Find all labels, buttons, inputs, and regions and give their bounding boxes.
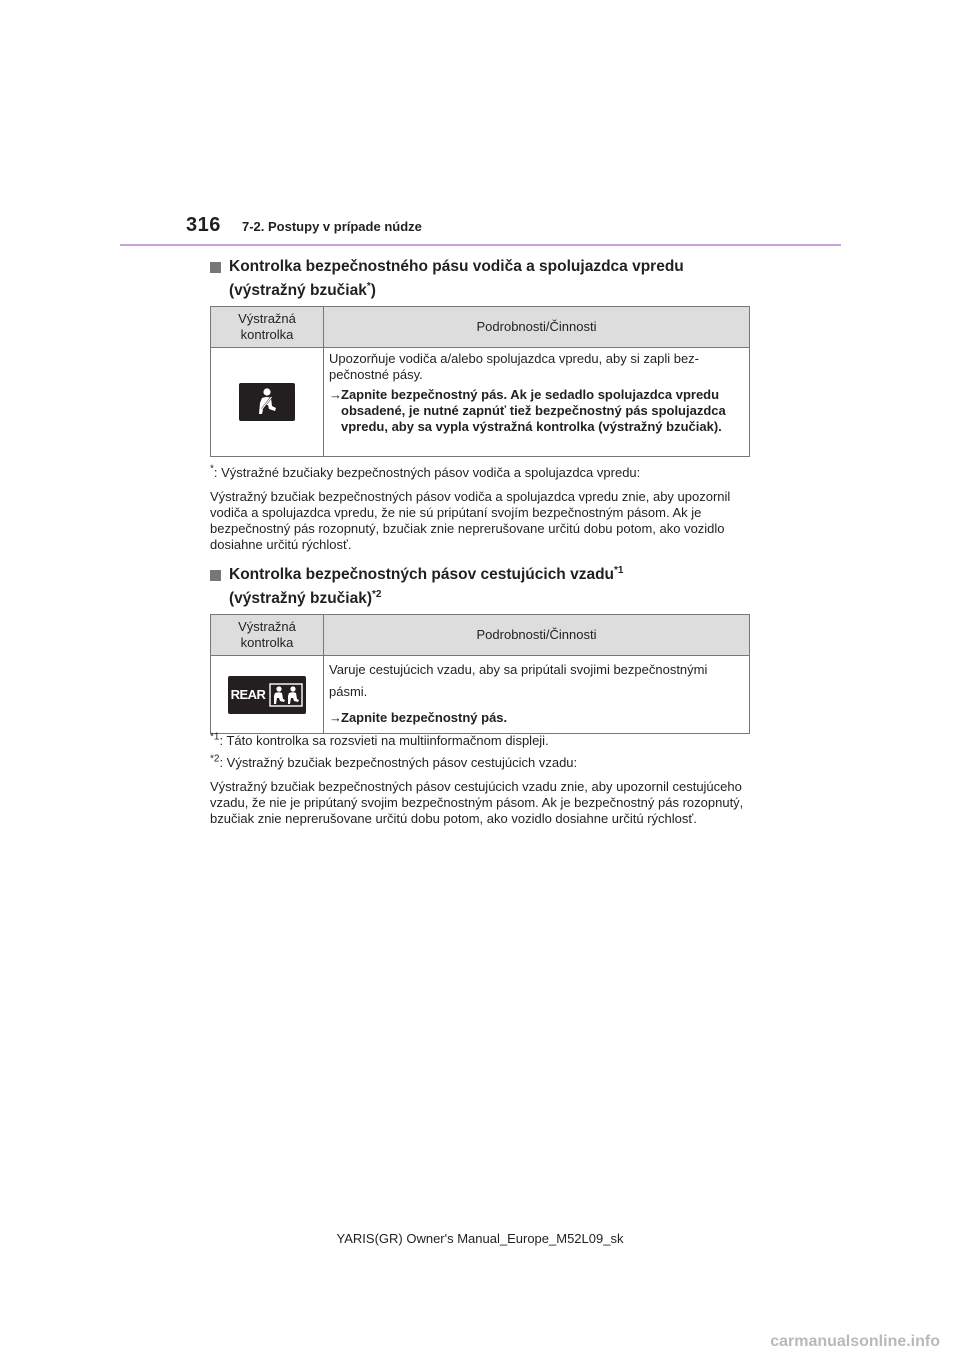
section-title-line1: Kontrolka bezpečnostných pásov cestujúcich vzadu$^{*1}$ xyxy=(229,564,624,583)
warning-light-cell xyxy=(211,348,324,457)
chapter-title: 7-2. Postupy v prípade núdze xyxy=(242,219,422,234)
footnote: $^{*1}$: Táto kontrolka sa rozsvieti na multiinformačnom displeji. xyxy=(210,731,549,748)
section-heading-rear-seatbelt xyxy=(210,563,623,611)
column-header-warning-light: Výstražná kontrolka xyxy=(211,615,324,656)
column-header-details: Podrobnosti/Činnosti xyxy=(324,307,750,348)
section-title-line2: (výstražný bzučiak*) xyxy=(229,280,376,299)
square-bullet-icon xyxy=(210,570,221,581)
seatbelt-warning-icon xyxy=(239,383,295,421)
warning-description: Varuje cestujúcich vzadu, aby sa pripútali svojimi bezpečnostnými pásmi. xyxy=(329,662,708,699)
section-title-line2: (výstražný bzučiak)$^{*2}$ xyxy=(229,588,382,607)
page-number: 316 xyxy=(186,214,221,236)
warning-description: Upozorňuje vodiča a/alebo spolujazdca vpredu, aby si zapli bezpečnostné pásy. xyxy=(329,351,700,382)
arrow-icon: → xyxy=(329,387,342,402)
footnote: *: Výstražné bzučiaky bezpečnostných pásov vodiča a spolujazdca vpredu: xyxy=(210,463,641,480)
watermark: carmanualsonline.info xyxy=(770,1333,940,1350)
column-header-warning-light: Výstražná kontrolka xyxy=(211,307,324,348)
details-cell xyxy=(324,656,750,734)
action-item: → Zapnite bezpečnostný pás. Ak je sedadlo spolujazdca vpredu obsadené, je nutné zapnúť tiež bezpečnostný pás spolujazdca vpredu, aby sa vypla výstražná kontrolka (výstražný bzučiak). xyxy=(329,387,726,434)
notes-front-seatbelt xyxy=(210,465,758,553)
square-bullet-icon xyxy=(210,262,221,273)
notes-rear-seatbelt xyxy=(210,733,758,827)
warning-light-table-front xyxy=(210,306,750,457)
explanation-paragraph: Výstražný bzučiak bezpečnostných pásov vodiča a spolujazdca vpredu znie, aby upozornil vodiča a spolujazdca vpredu, že nie sú pripútaní svojím bezpečnostným pásom. Ak je bezpečnostný pás rozopnutý, bzučiak znie neprerušovane určitú dobu potom, ako vozidlo dosiahne určitú rýchlosť. xyxy=(210,489,731,552)
warning-light-table-rear xyxy=(210,614,750,734)
header-divider xyxy=(120,244,841,246)
arrow-icon: → xyxy=(329,710,342,725)
warning-light-cell xyxy=(211,656,324,734)
rear-seatbelt-warning-icon xyxy=(228,676,306,714)
action-item: → Zapnite bezpečnostný pás. xyxy=(329,707,744,729)
footnote: $^{*2}$: Výstražný bzučiak bezpečnostných pásov cestujúcich vzadu: xyxy=(210,753,578,770)
explanation-paragraph: Výstražný bzučiak bezpečnostných pásov cestujúcich vzadu znie, aby upozornil cestujúceho vzadu, že nie je pripútaný svojim bezpečnostným pásom. Ak je bezpečnostný pás rozopnutý, bzučiak znie neprerušovane určitú dobu potom, ako vozidlo dosiahne určitú rýchlosť. xyxy=(210,779,744,826)
section-title-line1: Kontrolka bezpečnostného pásu vodiča a spolujazdca vpredu xyxy=(229,258,684,275)
section-heading-front-seatbelt xyxy=(210,255,684,303)
page-footer: YARIS(GR) Owner's Manual_Europe_M52L09_sk xyxy=(336,1231,624,1246)
rear-label: REAR xyxy=(230,686,266,702)
details-cell xyxy=(324,348,750,457)
column-header-details: Podrobnosti/Činnosti xyxy=(324,615,750,656)
